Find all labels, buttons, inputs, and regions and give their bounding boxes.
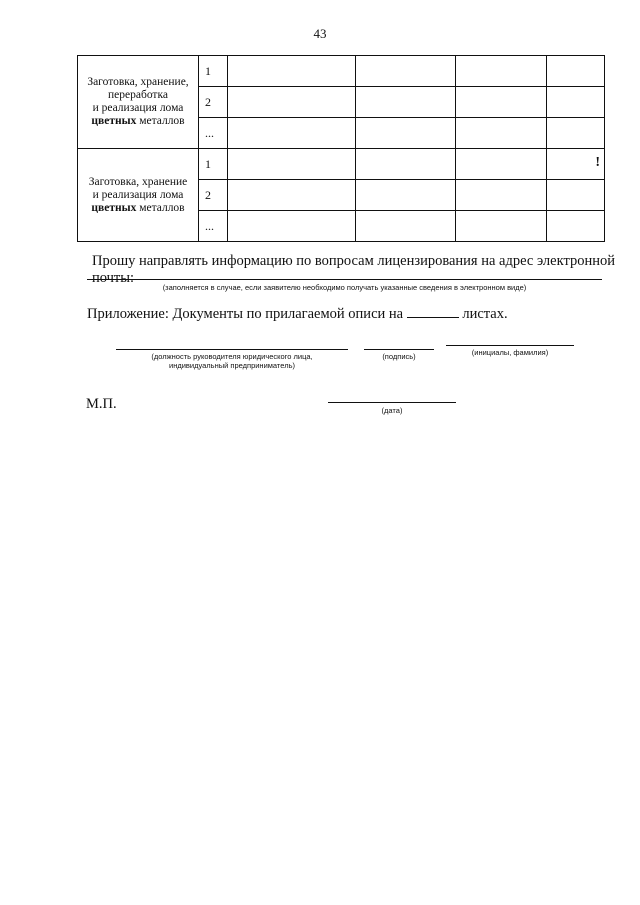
- table-row: [78, 149, 605, 180]
- row-number: ...: [199, 211, 228, 242]
- sheets-count-blank: [407, 305, 459, 318]
- empty-cell: [356, 118, 456, 149]
- row-number: 2: [199, 87, 228, 118]
- empty-cell: [228, 118, 356, 149]
- page-number: 43: [313, 26, 327, 41]
- empty-cell: [456, 149, 547, 180]
- empty-cell: [356, 56, 456, 87]
- position-line: [116, 349, 348, 350]
- activity-label: Заготовка, хранение, переработка и реализация лома цветных металлов: [78, 56, 199, 149]
- metal-type-bold: цветных: [91, 201, 137, 214]
- empty-cell: [356, 149, 456, 180]
- row-number: 2: [199, 180, 228, 211]
- stamp-label: М.П.: [86, 396, 117, 412]
- empty-cell: [547, 118, 605, 149]
- empty-cell: [547, 211, 605, 242]
- date-caption: (дата): [381, 406, 403, 415]
- activity-label: Заготовка, хранение и реализация лома цветных металлов: [78, 149, 199, 242]
- empty-cell: [547, 180, 605, 211]
- empty-cell: [456, 118, 547, 149]
- empty-cell: [547, 87, 605, 118]
- empty-cell: [547, 56, 605, 87]
- empty-cell: [356, 180, 456, 211]
- license-activities-table: [77, 55, 605, 242]
- empty-cell: [547, 149, 605, 180]
- empty-cell: [456, 211, 547, 242]
- email-line: [87, 279, 602, 280]
- empty-cell: [456, 180, 547, 211]
- empty-cell: [356, 87, 456, 118]
- date-line: [328, 402, 456, 403]
- table-row: [78, 56, 605, 87]
- empty-cell: [228, 56, 356, 87]
- empty-cell: [228, 149, 356, 180]
- empty-cell: [456, 87, 547, 118]
- attachment-prefix: Приложение: Документы по прилагаемой описи на: [87, 306, 404, 322]
- position-caption: (должность руководителя юридического лица, индивидуальный предприниматель): [151, 352, 313, 370]
- stray-mark: !: [595, 155, 600, 170]
- signature-caption: (подпись): [382, 352, 416, 361]
- empty-cell: [356, 211, 456, 242]
- signature-line: [364, 349, 434, 350]
- empty-cell: [228, 87, 356, 118]
- name-caption: (инициалы, фамилия): [471, 348, 549, 357]
- attachment-line: [87, 305, 508, 323]
- email-caption: (заполняется в случае, если заявителю необходимо получать указанные сведения в электронном виде): [162, 283, 527, 292]
- email-request-text: Прошу направлять информацию по вопросам лицензирования на адрес электронной почты:: [92, 253, 615, 286]
- attachment-suffix: листах.: [462, 306, 508, 322]
- empty-cell: [228, 180, 356, 211]
- empty-cell: [228, 211, 356, 242]
- empty-cell: [456, 56, 547, 87]
- row-number: 1: [199, 56, 228, 87]
- row-number: ...: [199, 118, 228, 149]
- row-number: 1: [199, 149, 228, 180]
- name-line: [446, 345, 574, 346]
- metal-type-bold: цветных: [91, 115, 137, 127]
